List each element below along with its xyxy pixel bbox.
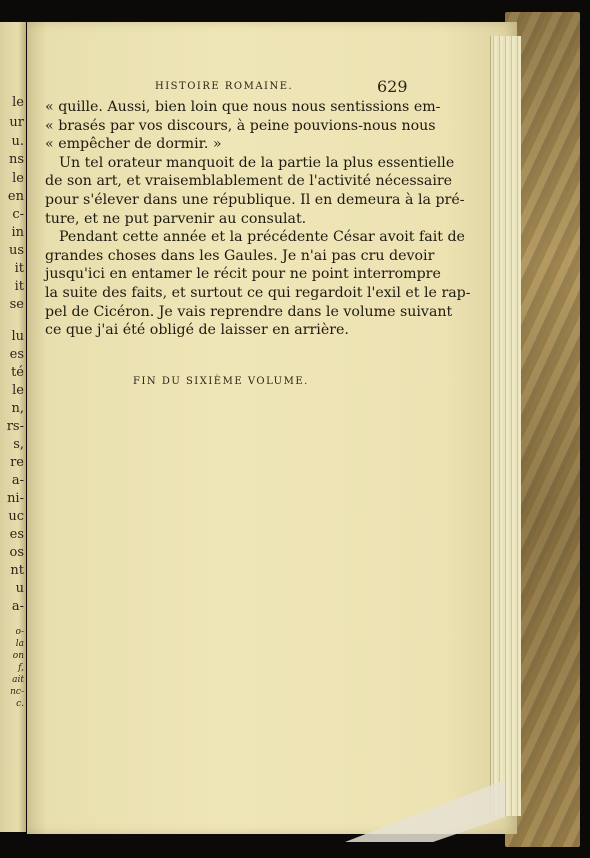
prev-page-fragment: le (12, 171, 24, 186)
text-line: de son art, et vraisemblablement de l'activité nécessaire (45, 173, 453, 190)
prev-page-fragment: en (7, 189, 24, 204)
prev-page-fragment: a- (11, 473, 24, 488)
page-block-edge (490, 36, 521, 816)
prev-page-fragment: u (15, 581, 24, 596)
prev-page-fragment: s, (13, 437, 24, 452)
prev-page-fragment: rs- (6, 419, 24, 434)
text-line: ce que j'ai été obligé de laisser en arrière. (45, 322, 349, 339)
prev-page-fragment: le (12, 95, 24, 110)
text-line: la suite des faits, et surtout ce qui regardoit l'exil et le rap- (45, 284, 471, 301)
text-line: « empêcher de dormir. » (45, 136, 222, 153)
page-number: 629 (377, 77, 408, 96)
prev-page-fragment: re (10, 455, 24, 470)
prev-page-fragment: es (9, 347, 24, 362)
page-header (155, 77, 425, 97)
prev-page-fragment: f, (18, 663, 24, 673)
prev-page-fragment: it (14, 279, 24, 294)
prev-page-fragment: nc- (10, 687, 24, 697)
prev-page-fragment: ns (8, 152, 24, 167)
prev-page-fragment: ur (9, 115, 24, 130)
prev-page-fragment: nt (10, 563, 24, 578)
prev-page-fragment: a- (11, 599, 24, 614)
text-line: ture, et ne put parvenir au consulat. (45, 210, 307, 227)
prev-page-fragment: se (9, 297, 24, 312)
prev-page-fragment: os (9, 545, 24, 560)
prev-page-fragment: c. (16, 699, 24, 709)
prev-page-fragment: o- (15, 627, 24, 637)
prev-page-fragment: ait (12, 675, 24, 685)
text-line: jusqu'ici en entamer le récit pour ne point interrompre (45, 266, 441, 283)
text-line: pour s'élever dans une république. Il en demeura à la pré- (45, 191, 465, 208)
body-text (45, 98, 471, 340)
prev-page-fragment: le (12, 383, 24, 398)
prev-page-fragment: c- (12, 207, 24, 222)
running-head: HISTOIRE ROMAINE. (155, 81, 294, 92)
colophon: FIN DU SIXIÈME VOLUME. (133, 376, 309, 387)
text-line: Pendant cette année et la précédente César avoit fait de (59, 229, 465, 246)
prev-page-fragment: u. (11, 134, 24, 149)
text-line: Un tel orateur manquoit de la partie la plus essentielle (59, 154, 455, 171)
prev-page-fragment: ni- (7, 491, 24, 506)
prev-page-fragment: la (15, 639, 24, 649)
text-line: pel de Cicéron. Je vais reprendre dans le volume suivant (45, 303, 453, 320)
prev-page-fragment: on (12, 651, 24, 661)
previous-page-edge (0, 22, 26, 832)
prev-page-fragment: lu (11, 329, 24, 344)
text-line: « quille. Aussi, bien loin que nous nous sentissions em- (45, 99, 441, 115)
text-line: « brasés par vos discours, à peine pouvions-nous nous (45, 117, 436, 134)
text-line: grandes choses dans les Gaules. Je n'ai pas cru devoir (45, 247, 435, 264)
prev-page-fragment: n, (11, 401, 24, 416)
prev-page-fragment: es (9, 527, 24, 542)
prev-page-fragment: té (11, 365, 24, 380)
prev-page-fragment: it (14, 261, 24, 276)
prev-page-fragment: uc (8, 509, 24, 524)
prev-page-fragment: us (8, 243, 24, 258)
prev-page-fragment: in (11, 225, 24, 240)
